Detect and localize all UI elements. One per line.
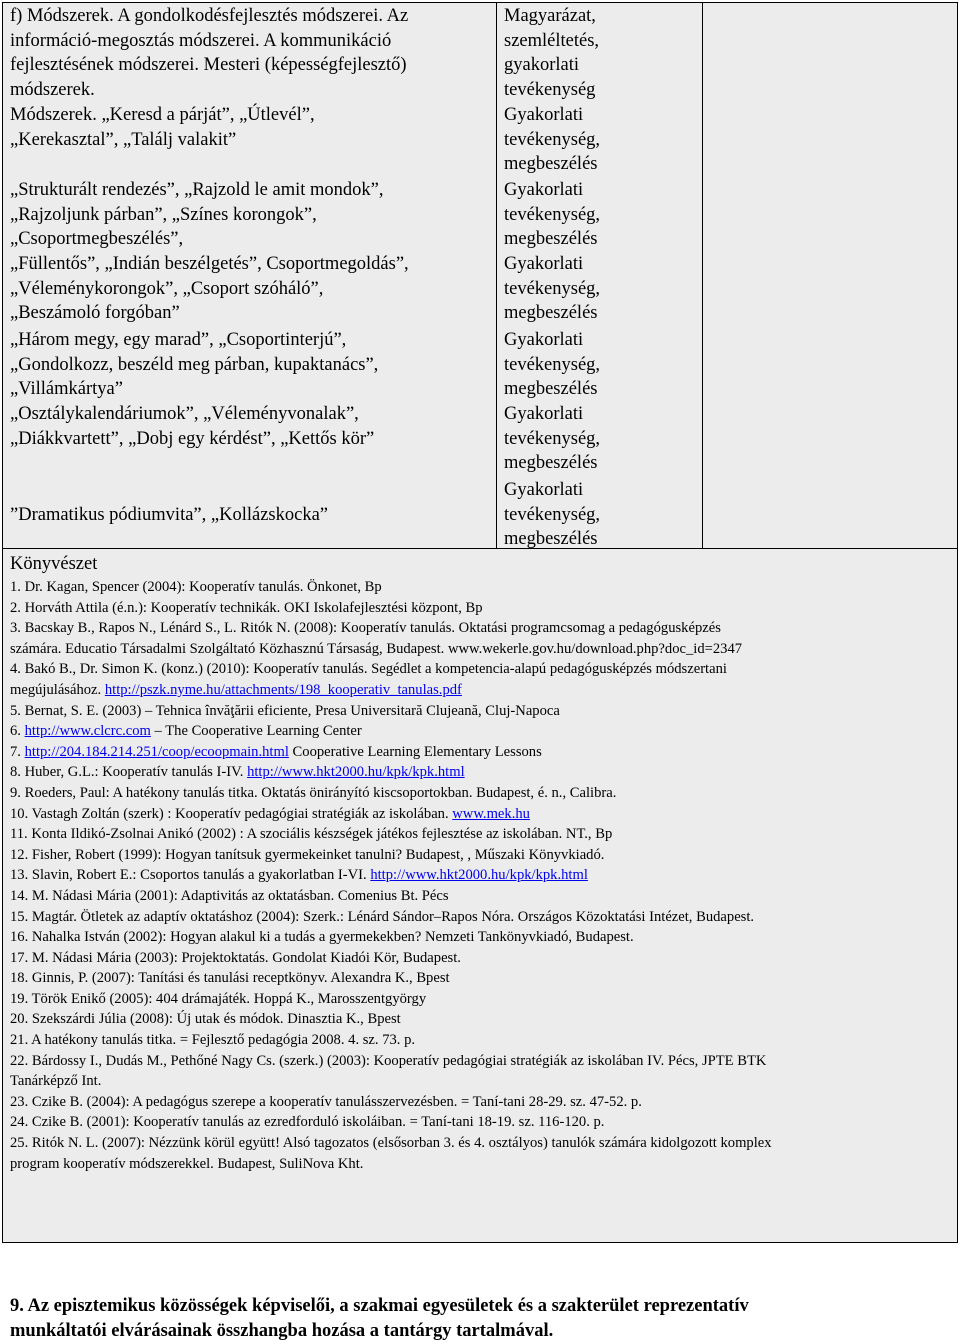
activity-line: megbeszélés (504, 529, 598, 550)
bibliography-text: megújulásához. (10, 681, 105, 698)
bibliography-line (10, 948, 950, 969)
bibliography-link[interactable]: http://pszk.nyme.hu/attachments/198_kooperativ_tanulas.pdf (104, 681, 462, 698)
bibliography-line (10, 968, 950, 989)
activity-line: megbeszélés (504, 303, 598, 324)
activity-line: szemléltetés, (504, 30, 600, 51)
bibliography-line (10, 721, 950, 742)
activity-line: tevékenység (504, 79, 596, 100)
bibliography-text: 25. Ritók N. L. (2007): Nézzünk körül együtt! Alsó tagozatos (elsősorban 3. és 4. osztályos) tanulók számára kidolgozott komplex (10, 1135, 772, 1152)
bibliography-line (10, 762, 950, 783)
method-block (10, 402, 494, 451)
bibliography-line (10, 742, 950, 763)
method-line: Módszerek. „Keresd a párját”, „Útlevél”, (10, 105, 315, 125)
bibliography-text: program kooperatív módszerekkel. Budapest, SuliNova Kht. (10, 1155, 364, 1172)
activity-block (504, 178, 700, 252)
method-block (10, 503, 494, 528)
activity-line: megbeszélés (504, 379, 598, 400)
activity-block (504, 402, 700, 476)
activity-line: tevékenység, (504, 278, 601, 299)
bibliography-text: 6. (10, 723, 25, 740)
bibliography-title: Könyvészet (10, 554, 98, 574)
bibliography-line (10, 886, 950, 907)
activity-block (504, 4, 700, 102)
bibliography-line (10, 1009, 950, 1030)
bibliography-link[interactable]: http://204.184.214.251/coop/ecoopmain.html (24, 743, 289, 760)
bibliography-line (10, 1051, 950, 1072)
method-line: ”Dramatikus pódiumvita”, „Kollázskocka” (10, 505, 328, 525)
bibliography-line (10, 824, 950, 845)
bibliography-line (10, 783, 950, 804)
activity-line: tevékenység, (504, 428, 601, 449)
bibliography-line (10, 598, 950, 619)
method-line: „Osztálykalendáriumok”, „Véleményvonalak”, (10, 404, 359, 424)
activity-line: tevékenység, (504, 504, 601, 525)
bibliography-line (10, 659, 950, 680)
bibliography-link[interactable]: http://www.hkt2000.hu/kpk/kpk.html (370, 867, 588, 884)
method-line: „Villámkártya” (10, 379, 123, 400)
method-line: módszerek. (10, 79, 95, 100)
bibliography-line (10, 618, 950, 639)
method-line: „Beszámoló forgóban” (10, 303, 180, 324)
bibliography-line (10, 1071, 950, 1092)
bibliography-line (10, 804, 950, 825)
method-block (10, 4, 494, 102)
method-block (10, 103, 494, 152)
activity-line: megbeszélés (504, 453, 598, 474)
activity-block (504, 328, 700, 402)
bibliography-text: 1. Dr. Kagan, Spencer (2004): Kooperatív tanulás. Önkonet, Bp (10, 579, 382, 595)
bibliography-text: 24. Czike B. (2001): Kooperatív tanulás az ezredforduló iskoláiban. = Taní-tani 18-19. sz. 116-120. p. (10, 1114, 605, 1131)
method-line: információ-megosztás módszerei. A kommunikáció (10, 30, 392, 51)
bibliography-text: 23. Czike B. (2004): A pedagógus szerepe a kooperatív tanulásszervezésben. = Taní-tani 28-29. sz. 47-52. p. (10, 1093, 642, 1110)
bibliography-text: 11. Konta Ildikó-Zsolnai Anikó (2002) : A szociális készségek játékos fejlesztése az iskolában. NT., Bp (10, 826, 613, 843)
bibliography-text: 20. Szekszárdi Júlia (2008): Új utak és módok. Dinasztia K., Bpest (10, 1011, 401, 1028)
activity-line: Gyakorlati (504, 105, 584, 125)
bibliography-text: 3. Bacskay B., Rapos N., Lénárd S., L. Ritók N. (2008): Kooperatív tanulás. Oktatási programcsomag a pedagógusképzés (10, 620, 721, 637)
bibliography-text: 13. Slavin, Robert E.: Csoportos tanulás a gyakorlatban I-VI. (10, 867, 371, 884)
bibliography-text: Tanárképző Int. (10, 1073, 102, 1090)
bibliography-text: 9. Roeders, Paul: A hatékony tanulás titka. Oktatás önirányító kiscsoportokban. Budapest, é. n., Calibra. (10, 784, 617, 801)
method-line: „Rajzoljunk párban”, „Színes korongok”, (10, 204, 317, 225)
bibliography-text: 14. M. Nádasi Mária (2001): Adaptivitás az oktatásban. Comenius Bt. Pécs (10, 887, 449, 904)
bibliography-link[interactable]: http://www.hkt2000.hu/kpk/kpk.html (247, 764, 465, 781)
method-line: „Gondolkozz, beszéld meg párban, kupaktanács”, (10, 354, 379, 375)
bibliography-link[interactable]: http://www.clcrc.com (24, 723, 151, 740)
bibliography-line (10, 1030, 950, 1051)
activity-line: Magyarázat, (504, 6, 596, 26)
bibliography-text: 22. Bárdossy I., Dudás M., Pethőné Nagy Cs. (szerk.) (2003): Kooperatív pedagógiai stratégiák az iskolában IV. Pécs, JPTE BTK (10, 1052, 767, 1069)
activity-line: gyakorlati (504, 55, 580, 76)
bibliography-line (10, 680, 950, 701)
bibliography-text: 10. Vastagh Zoltán (szerk) : Kooperatív pedagógiai stratégiák az iskolában. (10, 805, 453, 822)
activity-line: Gyakorlati (504, 254, 584, 274)
method-line: „Véleménykorongok”, „Csoport szóháló”, (10, 278, 324, 299)
bibliography-line (10, 1154, 950, 1175)
bibliography-text: Cooperative Learning Elementary Lessons (288, 743, 542, 760)
section-heading (10, 1294, 950, 1344)
bibliography-text: 21. A hatékony tanulás titka. = Fejlesztő pedagógia 2008. 4. sz. 73. p. (10, 1032, 416, 1049)
activity-block (504, 103, 700, 177)
bibliography-line (10, 1092, 950, 1113)
activity-block (504, 252, 700, 326)
bibliography-text: 17. M. Nádasi Mária (2003): Projektoktatás. Gondolat Kiadói Kör, Budapest. (10, 949, 461, 966)
bibliography-text: 4. Bakó B., Dr. Simon K. (konz.) (2010): Kooperatív tanulás. Segédlet a kompetencia-alapú pedagógusképzés módszertani (10, 661, 727, 678)
bibliography-text: 12. Fisher, Robert (1999): Hogyan tanítsuk gyermekeinket tanulni? Budapest, , Műszaki Könyvkiadó. (10, 846, 605, 863)
activity-line: Gyakorlati (504, 404, 584, 424)
bibliography-text: számára. Educatio Társadalmi Szolgáltató Közhasznú Társaság, Budapest. www.wekerle.gov.hu/download.php?doc_id=2347 (10, 640, 743, 657)
activity-line: Gyakorlati (504, 480, 584, 500)
bibliography-text: – The Cooperative Learning Center (150, 723, 362, 740)
bibliography-link[interactable]: www.mek.hu (452, 805, 530, 822)
method-line: „Strukturált rendezés”, „Rajzold le amit mondok”, (10, 180, 384, 200)
method-line: „Füllentős”, „Indián beszélgetés”, Csoportmegoldás”, (10, 254, 409, 274)
bibliography-line (10, 907, 950, 928)
activity-line: Gyakorlati (504, 330, 584, 350)
activity-block (504, 478, 700, 552)
activity-line: tevékenység, (504, 129, 601, 150)
bibliography-text: 2. Horváth Attila (é.n.): Kooperatív technikák. OKI Iskolafejlesztési központ, Bp (10, 599, 483, 616)
activity-line: tevékenység, (504, 354, 601, 375)
bibliography-line (10, 639, 950, 660)
bibliography-line (10, 577, 950, 598)
bibliography-list (10, 577, 950, 1174)
method-line: f) Módszerek. A gondolkodésfejlesztés módszerei. Az (10, 6, 409, 26)
bibliography-text: 19. Török Enikő (2005): 404 drámajáték. Hoppá K., Marosszentgyörgy (10, 990, 427, 1007)
method-line: „Kerekasztal”, „Találj valakit” (10, 129, 237, 150)
method-line: „Diákkvartett”, „Dobj egy kérdést”, „Kettős kör” (10, 428, 375, 449)
method-block (10, 178, 494, 252)
bibliography-text: 8. Huber, G.L.: Kooperatív tanulás I-IV. (10, 764, 248, 781)
bibliography-text: 16. Nahalka István (2002): Hogyan alakul ki a tudás a gyermekekben? Nemzeti Tankönyvkiadó, Budapest. (10, 929, 634, 946)
activity-line: Gyakorlati (504, 180, 584, 200)
section-heading-line: munkáltatói elvárásainak összhangba hozása a tantárgy tartalmával. (10, 1321, 554, 1341)
section-heading-line: 9. Az episztemikus közösségek képviselői, a szakmai egyesületek és a szakterület reprezentatív (10, 1296, 749, 1316)
bibliography-text: 18. Ginnis, P. (2007): Tanítási és tanulási receptkönyv. Alexandra K., Bpest (10, 970, 450, 987)
method-line: „Csoportmegbeszélés”, (10, 229, 184, 250)
activity-line: tevékenység, (504, 204, 601, 225)
bibliography-line (10, 865, 950, 886)
bibliography-text: 5. Bernat, S. E. (2003) – Tehnica învăţării eficiente, Presa Universitară Clujeană, Cluj-Napoca (10, 702, 560, 719)
method-block (10, 252, 494, 326)
bibliography-line (10, 927, 950, 948)
activity-line: megbeszélés (504, 229, 598, 250)
bibliography-text: 15. Magtár. Ötletek az adaptív oktatáshoz (2004): Szerk.: Lénárd Sándor–Rapos Nóra. Országos Közoktatási Intézet, Budapest. (10, 908, 755, 925)
method-line: fejlesztésének módszerei. Mesteri (képességfejlesztő) (10, 55, 407, 76)
activity-line: megbeszélés (504, 154, 598, 175)
bibliography-line (10, 845, 950, 866)
bibliography-text: 7. (10, 743, 25, 760)
empty-cell (702, 2, 958, 550)
bibliography-line (10, 1112, 950, 1133)
bibliography-line (10, 1133, 950, 1154)
method-line: „Három megy, egy marad”, „Csoportinterjú”, (10, 330, 347, 350)
method-block (10, 328, 494, 402)
bibliography-line (10, 701, 950, 722)
bibliography-line (10, 989, 950, 1010)
